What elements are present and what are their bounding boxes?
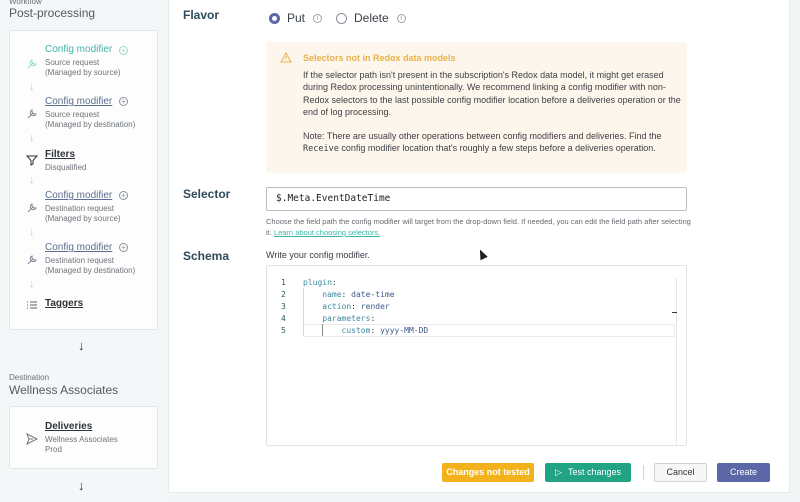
code-key: action (322, 302, 352, 311)
code-line: 5 custom: yyyy-MM-DD (281, 326, 429, 335)
editor-scrollbar[interactable] (676, 278, 677, 446)
button-divider (643, 465, 644, 480)
filter-icon (26, 154, 38, 166)
selector-help (266, 216, 696, 238)
selector-input[interactable]: $.Meta.EventDateTime (266, 187, 687, 211)
step-subtitle: Disqualified (45, 163, 87, 172)
radio-label: Put (287, 11, 306, 25)
workflow-steps-card (9, 30, 158, 330)
step-title[interactable]: Filters (45, 149, 76, 160)
add-circle-icon[interactable]: + (119, 243, 128, 252)
warning-note-text: Note: There are usually other operations between config modifiers and deliveries. Find the (303, 131, 662, 141)
create-button[interactable]: Create (717, 463, 770, 482)
radio-label: Delete (354, 11, 389, 25)
wrench-icon (26, 58, 38, 70)
warning-note-text-2: config modifier location that's roughly a few steps before a deliveries operation. (338, 143, 656, 154)
code-value: date-time (351, 290, 395, 299)
config-modifier-form (168, 0, 790, 493)
down-arrow-icon: ↓ (78, 478, 85, 493)
step-subtitle: Source request (45, 58, 100, 67)
warning-note-code: Receive (303, 144, 339, 155)
code-indent (303, 326, 342, 335)
line-number: 2 (281, 290, 286, 299)
step-subtitle-2: (Managed by source) (45, 68, 121, 77)
line-number: 5 (281, 326, 286, 335)
wrench-icon (26, 254, 38, 266)
step-subtitle-2: (Managed by destination) (45, 120, 136, 129)
play-icon: ▷ (555, 467, 562, 477)
code-key: custom (341, 326, 371, 335)
send-icon (26, 433, 38, 445)
code-indent (303, 290, 322, 299)
warning-callout (266, 42, 687, 173)
flavor-label: Flavor (183, 8, 220, 22)
radio-unselected-icon[interactable] (336, 13, 347, 24)
step-title[interactable]: Config modifier (45, 242, 113, 253)
test-changes-button[interactable] (545, 463, 631, 482)
workflow-caption: Workflow (9, 0, 42, 6)
workflow-title: Post-processing (9, 6, 96, 20)
code-key: plugin (303, 278, 332, 287)
add-circle-icon[interactable]: + (119, 97, 128, 106)
down-arrow-icon: ↓ (78, 338, 85, 353)
code-line: 3 action: render (281, 302, 390, 311)
code-line: 1 plugin: (281, 278, 337, 287)
selector-help-text: Choose the field path the config modifier will target from the drop-down field. If needed, you can edit the field path after selecting it. (266, 217, 691, 237)
step-subtitle: Source request (45, 110, 100, 119)
selector-label: Selector (183, 187, 231, 201)
schema-hint: Write your config modifier. (266, 250, 370, 260)
code-value: render (360, 302, 390, 311)
step-title[interactable]: Config modifier (45, 44, 113, 55)
flavor-put-radio[interactable] (269, 11, 322, 25)
line-number: 4 (281, 314, 286, 323)
flavor-delete-radio[interactable] (336, 11, 406, 25)
down-arrow-icon: ↓ (29, 278, 35, 290)
down-arrow-icon: ↓ (29, 226, 35, 238)
list-icon (26, 299, 38, 311)
step-subtitle: Destination request (45, 204, 114, 213)
code-indent (303, 314, 322, 323)
line-number: 3 (281, 302, 286, 311)
add-circle-icon[interactable]: + (119, 46, 128, 55)
add-circle-icon[interactable]: + (119, 191, 128, 200)
workflow-sidebar (0, 0, 168, 502)
step-subtitle-2: (Managed by destination) (45, 266, 136, 275)
step-title[interactable]: Config modifier (45, 96, 113, 107)
schema-code-editor[interactable] (266, 265, 687, 446)
code-value: yyyy-MM-DD (380, 326, 429, 335)
code-key: parameters (322, 314, 371, 323)
changes-not-tested-badge: Changes not tested (442, 463, 534, 482)
step-title[interactable]: Taggers (45, 298, 84, 309)
info-icon[interactable]: i (313, 14, 322, 23)
destination-caption: Destination (9, 373, 50, 382)
code-line: 2 name: date-time (281, 290, 395, 299)
test-changes-label: Test changes (567, 467, 621, 477)
warning-note (303, 130, 683, 156)
down-arrow-icon: ↓ (29, 174, 35, 186)
down-arrow-icon: ↓ (29, 81, 35, 93)
radio-selected-icon[interactable] (269, 13, 280, 24)
wrench-icon (26, 202, 38, 214)
learn-selectors-link[interactable]: Learn about choosing selectors. (273, 228, 381, 237)
wrench-icon (26, 108, 38, 120)
info-icon[interactable]: i (397, 14, 406, 23)
deliveries-subtitle: Wellness Associates (45, 435, 118, 444)
deliveries-card[interactable] (9, 406, 158, 469)
deliveries-title[interactable]: Deliveries (45, 421, 93, 432)
code-key: name (322, 290, 342, 299)
warning-triangle-icon (280, 52, 292, 63)
destination-title: Wellness Associates (9, 383, 119, 397)
deliveries-subtitle-2: Prod (45, 445, 62, 454)
down-arrow-icon: ↓ (29, 132, 35, 144)
scrollbar-marker (672, 312, 677, 313)
step-title[interactable]: Config modifier (45, 190, 113, 201)
warning-body: If the selector path isn't present in the subscription's Redox data model, it might get erased during Redox processing unintentionally. We recommend linking a config modifier with non-Redox selectors to the last possible config modifier location before a deliveries operation or the end of log processing. (303, 70, 681, 117)
line-number: 1 (281, 278, 286, 287)
code-indent (303, 302, 322, 311)
step-subtitle: Destination request (45, 256, 114, 265)
step-subtitle-2: (Managed by source) (45, 214, 121, 223)
warning-title: Selectors not in Redox data models (303, 53, 456, 63)
cancel-button[interactable]: Cancel (654, 463, 707, 482)
code-line: 4 parameters: (281, 314, 376, 323)
schema-label: Schema (183, 249, 230, 263)
